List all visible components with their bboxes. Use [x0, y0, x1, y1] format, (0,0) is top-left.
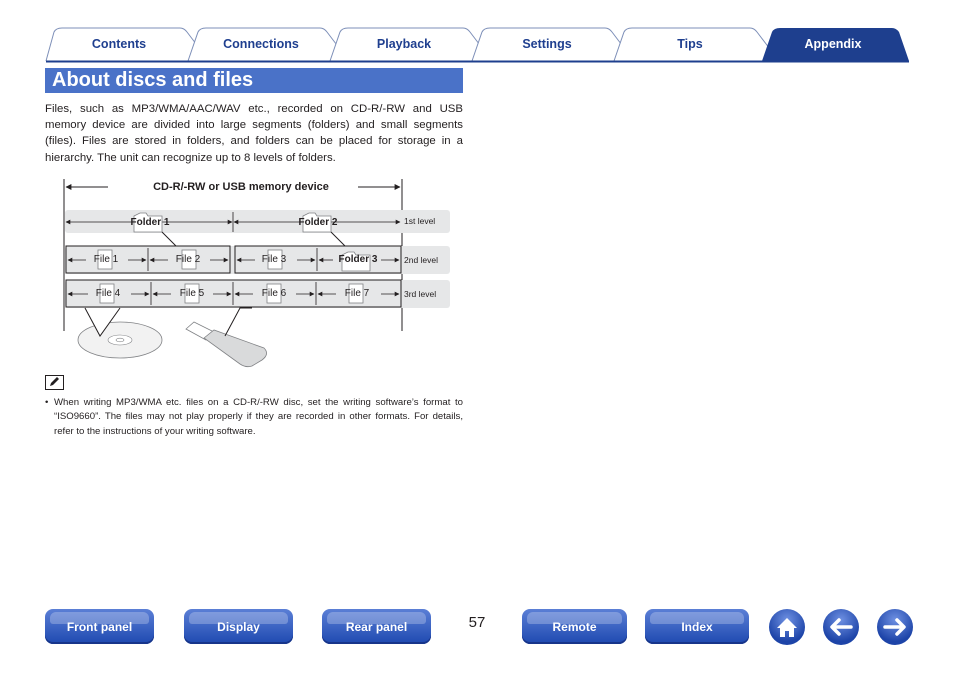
- file-label: File 4: [95, 288, 121, 299]
- level-label: 2nd level: [404, 255, 439, 265]
- index-button[interactable]: Index: [645, 609, 749, 644]
- folder-label: Folder 1: [130, 217, 170, 228]
- tab-tips[interactable]: Tips: [677, 37, 703, 51]
- tab-appendix[interactable]: Appendix: [804, 37, 862, 51]
- forward-button[interactable]: [877, 609, 913, 645]
- file-label: File 6: [261, 288, 287, 299]
- section-body: Files, such as MP3/WMA/AAC/WAV etc., recorded on CD-R/-RW and USB memory device are divided into large segments (folders) and small segments (files). Files are stored in folders, and folders can be placed for storage in a hierarchy. The unit can recognize up to 8 levels of folders.: [45, 103, 463, 164]
- page-number: 57: [468, 614, 486, 631]
- file-label: File 7: [344, 288, 370, 299]
- disc-icon: [78, 322, 162, 358]
- display-button[interactable]: Display: [184, 609, 293, 644]
- note-pencil-icon: [45, 375, 64, 390]
- file-label: File 1: [93, 254, 119, 265]
- folder-label: Folder 2: [298, 217, 338, 228]
- home-button[interactable]: [769, 609, 805, 645]
- usb-stick-icon: [186, 322, 267, 367]
- section-title: About discs and files: [45, 68, 463, 93]
- note: [45, 396, 463, 439]
- folder-label: Folder 3: [338, 254, 378, 265]
- tab-settings[interactable]: Settings: [522, 37, 572, 51]
- root-label: CD-R/-RW or USB memory device: [153, 181, 329, 193]
- level-band-1: [65, 210, 450, 233]
- tab-contents[interactable]: Contents: [91, 37, 147, 51]
- level-label: 1st level: [404, 216, 436, 226]
- file-label: File 2: [175, 254, 201, 265]
- note-bullet: •: [45, 397, 49, 408]
- remote-button[interactable]: Remote: [522, 609, 627, 644]
- file-label: File 3: [261, 254, 287, 265]
- folder-hierarchy-diagram: [40, 176, 460, 372]
- note-text: When writing MP3/WMA etc. files on a CD-R/-RW disc, set the writing software’s format to “ISO9660”. The files may not play properly if they are recorded in other formats. For details, refer to the instructions of your writing software.: [54, 397, 463, 437]
- tab-playback[interactable]: Playback: [376, 37, 432, 51]
- back-button[interactable]: [823, 609, 859, 645]
- front-panel-button[interactable]: Front panel: [45, 609, 154, 644]
- forward-arrow-icon: [877, 609, 913, 645]
- home-icon: [769, 609, 805, 645]
- level-label: 3rd level: [404, 289, 437, 299]
- file-label: File 5: [179, 288, 205, 299]
- rear-panel-button[interactable]: Rear panel: [322, 609, 431, 644]
- tab-connections[interactable]: Connections: [223, 37, 299, 51]
- back-arrow-icon: [823, 609, 859, 645]
